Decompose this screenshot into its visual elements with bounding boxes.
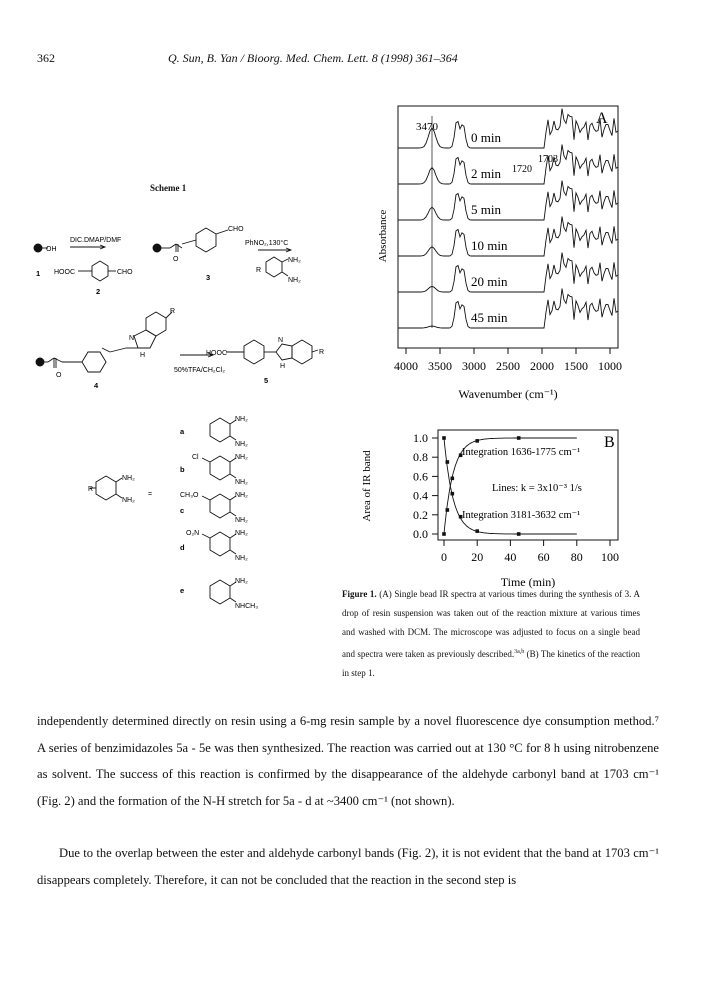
- ir-spectrum-trace: [398, 217, 618, 256]
- caption-ref: 3a,b: [514, 648, 525, 655]
- variant-e-nh2: NH₂: [235, 578, 248, 585]
- generic-nh2-2: NH₂: [122, 497, 135, 504]
- x-tick-label: 4000: [394, 359, 418, 373]
- y-tick-label: 0.8: [413, 450, 428, 465]
- trace-label: 5 min: [471, 202, 501, 217]
- peak-label-1720: 1720: [512, 164, 532, 175]
- reactant-2-cho: CHO: [117, 269, 133, 276]
- body-paragraph-2: Due to the overlap between the ester and aldehyde carbonyl bands (Fig. 2), it is not evident that the band at 1703 cm⁻¹ disappears completely. Therefore, it can not be concluded that the reaction in the second step is: [37, 846, 659, 887]
- resin-bead: [34, 244, 42, 252]
- y-tick-label: 1.0: [413, 431, 428, 445]
- trace-label: 45 min: [471, 310, 508, 325]
- variant-a-nh2-1: NH₂: [235, 416, 248, 423]
- variant-c-nh2-1: NH₂: [235, 492, 248, 499]
- benzene-ring: [82, 352, 106, 372]
- figure-a-panel-label: A: [596, 110, 608, 127]
- compound-1-label: 1: [36, 269, 41, 278]
- caption-text-end: (B) The kinetics of the reaction in step 1.: [342, 648, 640, 678]
- equals-sign: =: [148, 491, 153, 498]
- variant-a-label: a: [180, 427, 185, 436]
- diamine-r: R: [256, 267, 262, 274]
- variant-c-label: c: [180, 506, 185, 515]
- trace-label: 20 min: [471, 274, 508, 289]
- benzene-ring: [210, 418, 230, 442]
- x-tick-label: 0: [441, 550, 447, 564]
- product-nh: H: [280, 363, 286, 370]
- benzene-ring: [210, 456, 230, 480]
- annotation-top: Integration 1636-1775 cm⁻¹: [462, 447, 581, 458]
- product-r: R: [319, 349, 325, 356]
- point-integration-1636-1775: [475, 439, 479, 443]
- benzene-ring: [210, 580, 230, 604]
- point-integration-1636-1775: [442, 532, 446, 536]
- caption-label: Figure 1.: [342, 589, 377, 599]
- cho-label: CHO: [228, 226, 244, 233]
- trace-label: 2 min: [471, 166, 501, 181]
- figure-caption: [342, 585, 640, 683]
- figure-b-panel-label: B: [604, 434, 615, 451]
- point-integration-3181-3632: [451, 492, 455, 496]
- point-integration-1636-1775: [517, 436, 521, 440]
- y-tick-label: 0.0: [413, 527, 428, 541]
- reagents-step1: DIC.DMAP/DMF: [70, 237, 122, 244]
- benzene-ring: [146, 312, 166, 336]
- figure-a-xlabel: Wavenumber (cm⁻¹): [458, 387, 558, 401]
- imidazole-n: N: [129, 335, 135, 342]
- benzene-ring: [210, 532, 230, 556]
- generic-nh2-1: NH₂: [122, 475, 135, 482]
- point-integration-3181-3632: [475, 529, 479, 533]
- benzene-ring: [196, 228, 216, 252]
- variant-b-label: b: [180, 465, 185, 474]
- caption-text: (A) Single bead IR spectra at various times during the synthesis of 3. A drop of resin suspension was taken out of the reaction mixture at various times and washed with DCM. The microscope was adjusted to focus on a single bead and spectra were taken as previously described.: [342, 589, 640, 659]
- scheme-title: Scheme 1: [150, 183, 187, 193]
- scheme-diagram: [30, 200, 330, 620]
- variant-c-nh2-2: NH₂: [235, 517, 248, 524]
- ester-o: O: [173, 256, 179, 263]
- x-tick-label: 1500: [564, 359, 588, 373]
- ring-r-label: R: [170, 308, 176, 315]
- x-tick-label: 100: [601, 550, 619, 564]
- variant-d-o2n: O₂N: [186, 530, 200, 537]
- variant-d-nh2-2: NH₂: [235, 555, 248, 562]
- ir-spectrum-trace: [398, 289, 618, 328]
- variant-b-nh2-2: NH₂: [235, 479, 248, 486]
- x-tick-label: 2000: [530, 359, 554, 373]
- x-tick-label: 2500: [496, 359, 520, 373]
- benzene-ring: [266, 257, 282, 277]
- resin-bead: [36, 358, 44, 366]
- imidazole-nh: H: [140, 352, 146, 359]
- diamine-nh2-2: NH₂: [288, 277, 301, 284]
- benzene-ring: [92, 261, 108, 281]
- benzene-ring: [96, 476, 116, 500]
- variant-e-label: e: [180, 586, 185, 595]
- point-integration-3181-3632: [442, 436, 446, 440]
- benzene-ring: [292, 340, 312, 364]
- variant-d-nh2-1: NH₂: [235, 530, 248, 537]
- x-tick-label: 80: [570, 550, 583, 564]
- x-tick-label: 40: [504, 550, 517, 564]
- variant-d-label: d: [180, 543, 185, 552]
- page-number: 362: [37, 51, 55, 65]
- variant-b-nh2-1: NH₂: [235, 454, 248, 461]
- compound-2-label: 2: [96, 287, 101, 296]
- compound-4-label: 4: [94, 381, 99, 390]
- running-header: Q. Sun, B. Yan / Bioorg. Med. Chem. Lett. 8 (1998) 361–364: [168, 51, 458, 65]
- point-integration-1636-1775: [446, 508, 450, 512]
- figure-a-ylabel: Absorbance: [377, 209, 389, 263]
- ir-spectrum-trace: [398, 181, 618, 220]
- y-tick-label: 0.6: [413, 469, 428, 484]
- y-tick-label: 0.4: [413, 488, 428, 503]
- figure-b: [340, 420, 640, 590]
- annotation-mid: Lines: k = 3x10⁻³ 1/s: [492, 483, 582, 494]
- ir-spectrum-trace: [398, 253, 618, 292]
- y-tick-label: 0.2: [413, 507, 428, 522]
- resin-bead: [153, 244, 161, 252]
- trace-label: 10 min: [471, 238, 508, 253]
- peak-label-3470: 3470: [416, 121, 438, 133]
- variant-e-nhch3: NHCH₃: [235, 603, 259, 610]
- reagents-step2: PhNO₂,130°C: [245, 240, 289, 247]
- product-n: N: [278, 337, 284, 344]
- figure-a-frame: [398, 106, 618, 348]
- point-integration-1636-1775: [451, 477, 455, 481]
- x-tick-label: 1000: [598, 359, 622, 373]
- diamine-nh2-1: NH₂: [288, 257, 301, 264]
- x-tick-label: 3000: [462, 359, 486, 373]
- x-tick-label: 60: [537, 550, 550, 564]
- variant-c-ch3o: CH₃O: [180, 492, 199, 499]
- trace-label: 0 min: [471, 130, 501, 145]
- ester-o-4: O: [56, 372, 62, 379]
- x-tick-label: 3500: [428, 359, 452, 373]
- figure-b-ylabel: Area of IR band: [361, 450, 373, 522]
- variant-a-nh2-2: NH₂: [235, 441, 248, 448]
- benzene-ring: [210, 494, 230, 518]
- figure-a: [340, 96, 640, 416]
- peak-label-1703: 1703: [538, 154, 558, 165]
- point-integration-3181-3632: [517, 532, 521, 536]
- variant-b-cl: Cl: [192, 454, 199, 461]
- ir-spectrum-trace: [398, 145, 618, 184]
- figure-b-xlabel: Time (min): [500, 575, 556, 589]
- x-tick-label: 20: [471, 550, 484, 564]
- generic-r: R: [88, 486, 94, 493]
- product-hooc: HOOC: [206, 350, 227, 357]
- reactant-2-hooc: HOOC: [54, 269, 75, 276]
- compound-5-label: 5: [264, 376, 269, 385]
- benzene-ring: [244, 340, 264, 364]
- reagents-step3: 50%TFA/CH₂Cl₂: [174, 367, 225, 374]
- compound-3-label: 3: [206, 273, 211, 282]
- body-paragraph-1: independently determined directly on resin using a 6-mg resin sample by a novel fluorescence dye consumption method.⁷ A series of benzimidazoles 5a - 5e was then synthesized. The reaction was carried out at 130 °C for 8 h using nitrobenzene as solvent. The success of this reaction is confirmed by the disappearance of the aldehyde carbonyl band at 1703 cm⁻¹ (Fig. 2) and the formation of the N-H stretch for 5a - d at ~3400 cm⁻¹ (not shown).: [37, 714, 659, 808]
- annotation-bottom: Integration 3181-3632 cm⁻¹: [462, 510, 581, 521]
- point-integration-3181-3632: [446, 460, 450, 464]
- resin-oh-label: OH: [46, 246, 57, 253]
